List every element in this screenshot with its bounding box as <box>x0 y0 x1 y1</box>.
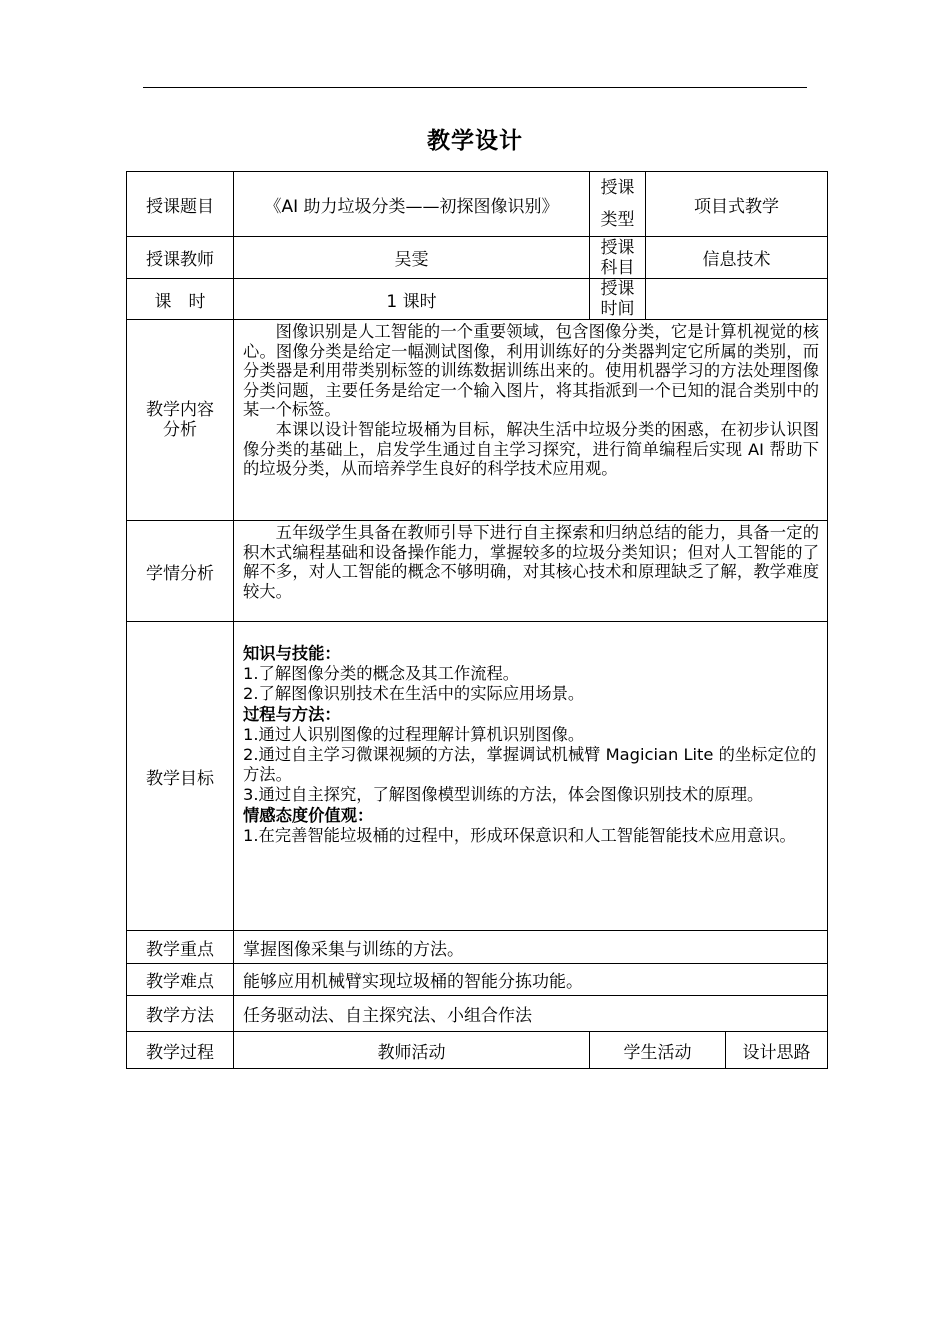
student-activity-header: 学生活动 <box>590 1032 726 1069</box>
time-value <box>646 279 828 320</box>
row-process <box>127 1032 828 1069</box>
difficulties-value: 能够应用机械臂实现垃圾桶的智能分拣功能。 <box>234 964 828 996</box>
content-label-cell <box>127 320 234 521</box>
content-paragraph-2: 本课以设计智能垃圾桶为目标，解决生活中垃圾分类的困惑，在初步认识图像分类的基础上，启发学生通过自主学习探究，进行简单编程后实现 AI 帮助下的垃圾分类，从而培养学生良好的科学技术应用观。 <box>243 419 819 479</box>
row-content-analysis <box>127 320 828 521</box>
time-label-line-2: 时间 <box>600 299 635 319</box>
hours-value: 1 课时 <box>234 279 590 320</box>
subject-label-line-1: 授课 <box>600 237 635 258</box>
row-hours <box>127 279 828 320</box>
attitude-heading: 情感态度价值观： <box>243 805 374 825</box>
subject-label-line-2: 科目 <box>600 257 635 278</box>
key-points-value: 掌握图像采集与训练的方法。 <box>234 931 828 964</box>
knowledge-item-1: 1.了解图像分类的概念及其工作流程。 <box>243 664 520 684</box>
methods-value: 任务驱动法、自主探究法、小组合作法 <box>234 996 828 1032</box>
methods-label: 教学方法 <box>127 996 234 1032</box>
attitude-item-1: 1.在完善智能垃圾桶的过程中，形成环保意识和人工智能智能技术应用意识。 <box>243 825 796 845</box>
time-label-line-1: 授课 <box>600 279 635 299</box>
student-analysis-text <box>234 521 828 622</box>
knowledge-heading: 知识与技能： <box>243 644 341 663</box>
students-paragraph: 五年级学生具备在教师引导下进行自主探索和归纳总结的能力，具备一定的积木式编程基础和设备操作能力，掌握较多的垃圾分类知识；但对人工智能的了解不多，对人工智能的概念不够明确，对其核心技术和原理缺乏了解，教学难度较大。 <box>243 523 819 601</box>
topic-label: 授课题目 <box>127 172 234 237</box>
design-idea-header: 设计思路 <box>726 1032 828 1069</box>
topic-value: 《AI 助力垃圾分类——初探图像识别》 <box>234 172 590 237</box>
teacher-activity-header: 教师活动 <box>234 1032 590 1069</box>
type-label-line-1: 授课 <box>600 178 635 198</box>
teacher-label: 授课教师 <box>127 237 234 279</box>
row-student-analysis <box>127 521 828 622</box>
type-label-line-2: 类型 <box>600 210 635 230</box>
hours-label: 课 时 <box>127 279 234 320</box>
type-label-cell <box>590 172 646 237</box>
row-difficulties <box>127 964 828 996</box>
process-item-3: 3.通过自主探究，了解图像模型训练的方法，体会图像识别技术的原理。 <box>243 785 764 805</box>
subject-label-cell <box>590 237 646 279</box>
difficulties-label: 教学难点 <box>127 964 234 996</box>
type-value: 项目式教学 <box>646 172 828 237</box>
document-title: 教学设计 <box>427 128 523 154</box>
row-key-points <box>127 931 828 964</box>
process-item-1: 1.通过人识别图像的过程理解计算机识别图像。 <box>243 724 585 744</box>
process-label: 教学过程 <box>127 1032 234 1069</box>
content-paragraph-1: 图像识别是人工智能的一个重要领域，包含图像分类，它是计算机视觉的核心。图像分类是给定一幅测试图像，利用训练好的分类器判定它所属的类别，而分类器是利用带类别标签的训练数据训练出来的。使用机器学习的方法处理图像分类问题，主要任务是给定一个输入图片，将其指派到一个已知的混合类别中的某一个标签。 <box>243 322 819 420</box>
time-label-cell <box>590 279 646 320</box>
row-topic <box>127 172 828 237</box>
content-analysis-text <box>234 320 828 521</box>
header-rule <box>143 87 807 88</box>
content-label-line-2: 分析 <box>163 420 197 440</box>
row-methods <box>127 996 828 1032</box>
lesson-plan-table <box>126 171 828 1069</box>
students-label: 学情分析 <box>127 521 234 622</box>
objectives-label: 教学目标 <box>127 622 234 931</box>
process-heading: 过程与方法： <box>243 704 341 724</box>
teacher-value: 吴雯 <box>234 237 590 279</box>
row-objectives <box>127 622 828 931</box>
content-label-line-1: 教学内容 <box>146 400 214 420</box>
knowledge-item-2: 2.了解图像识别技术在生活中的实际应用场景。 <box>243 684 585 704</box>
subject-value: 信息技术 <box>646 237 828 279</box>
row-teacher <box>127 237 828 279</box>
process-item-2: 2.通过自主学习微课视频的方法，掌握调试机械臂 Magician Lite 的坐标定位的方法。 <box>243 745 817 785</box>
key-points-label: 教学重点 <box>127 931 234 964</box>
objectives-text <box>234 622 828 931</box>
